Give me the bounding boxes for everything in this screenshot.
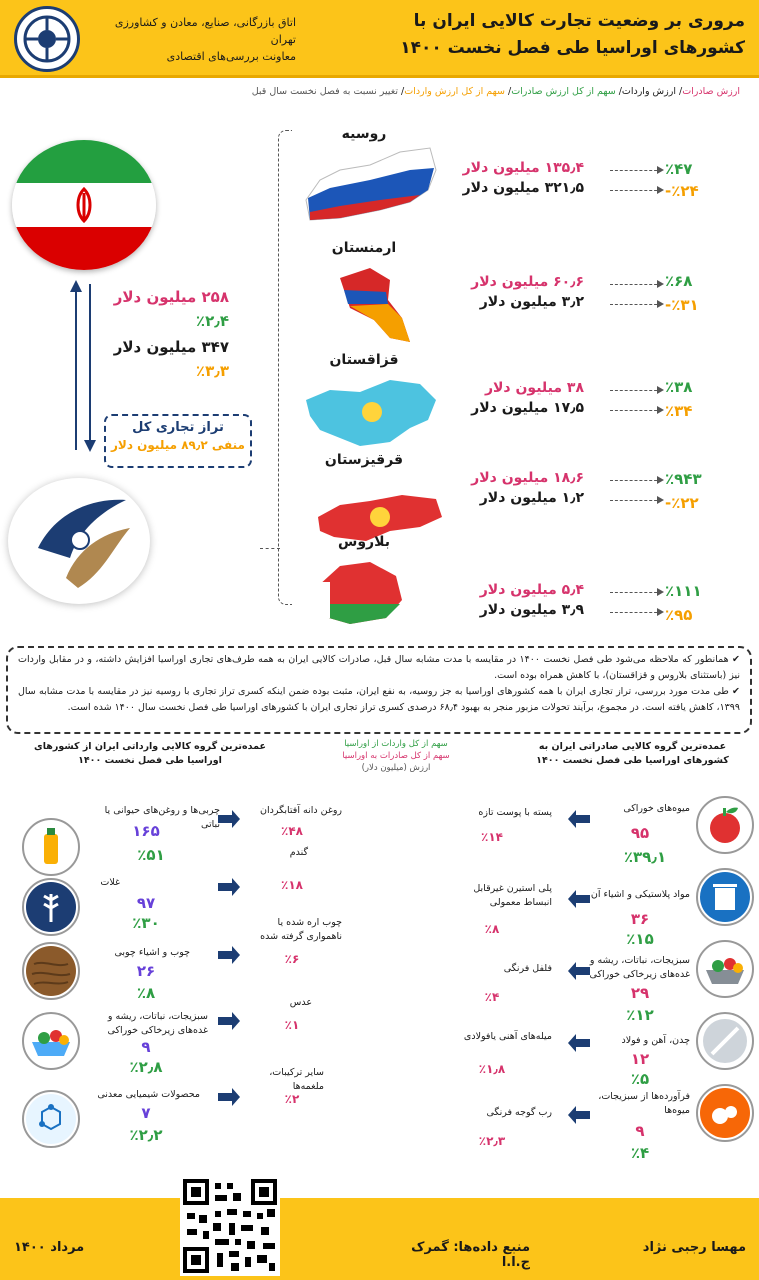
export-item-5-sub: رب گوجه فرنگی	[486, 1107, 552, 1118]
export-item-2-name: مواد پلاستیکی و اشیاء آن	[590, 889, 690, 900]
export-item-4-share: ٪۵	[630, 1070, 650, 1088]
kazakhstan-export-arrow	[610, 390, 662, 391]
grain-icon	[22, 878, 80, 936]
import-item-2-value: ۹۷	[136, 894, 156, 912]
iran-export-total: ۲۵۸ میلیون دلار	[113, 288, 229, 306]
countries-bracket	[278, 130, 292, 605]
mid-header-l2: سهم از کل صادرات به اوراسیا	[342, 751, 450, 761]
legend-change: تغییر نسبت به فصل نخست سال قبل	[251, 86, 398, 97]
export-item-2-value: ۳۶	[630, 910, 650, 928]
eaeu-logo	[8, 478, 150, 604]
belarus-import-change: ٪۹۵	[665, 606, 693, 624]
fruit-icon	[696, 796, 754, 854]
note-2: ✔ طی مدت مورد بررسی، تراز تجاری ایران با همه کشورهای اوراسیا به جز روسیه، به نفع ایران، مثبت بوده ضمن اینکه کسری تراز تجاری با روسیه نیز در مقایسه با مدت مشابه سال ۱۳۹۹، کاهش یافته است. در مجموع، برآیند تحولات مزبور منجر به بهبود ۶۸٫۴ درصدی کسری تراز تجاری ایران با کشورهای اوراسیا طی فصل نخست سال ۱۴۰۰ شده است.	[18, 686, 740, 713]
export-item-5-sub-share: ٪۲٫۳	[478, 1134, 506, 1148]
import-arrow-4	[218, 1012, 240, 1030]
vegetables-icon	[696, 940, 754, 998]
belarus-export-arrow	[610, 592, 662, 593]
export-item-5-value: ۹	[635, 1122, 645, 1140]
notes-box	[6, 646, 752, 734]
import-arrow-1	[218, 810, 240, 828]
legend: ارزش صادرات/ ارزش واردات/ سهم از کل ارزش صادرات/ سهم از کل ارزش واردات/ تغییر نسبت به فصل نخست سال قبل	[251, 86, 740, 97]
footer-source: منبع داده‌ها: گمرک ج.ا.ا	[411, 1240, 530, 1270]
iran-totals	[104, 288, 229, 380]
footer-date: مرداد ۱۴۰۰	[14, 1240, 85, 1255]
country-name-kazakhstan: قزاقستان	[329, 352, 399, 368]
kazakhstan-import-arrow	[610, 410, 662, 411]
belarus-map	[310, 556, 406, 628]
import-item-5-name: محصولات شیمیایی معدنی	[97, 1089, 200, 1100]
vegetables-bowl-icon	[22, 1012, 80, 1070]
chemical-icon	[22, 1090, 80, 1148]
import-item-2-sub: گندم	[289, 847, 308, 858]
import-item-1-name: چربی‌ها و روغن‌های حیوانی یا نباتی	[104, 805, 220, 830]
kyrgyzstan-export-arrow	[610, 480, 662, 481]
export-item-4-value: ۱۲	[630, 1050, 650, 1068]
armenia-export-arrow	[610, 284, 662, 285]
export-item-1-value: ۹۵	[630, 824, 650, 842]
import-arrow-3	[218, 946, 240, 964]
export-arrow-1	[568, 810, 590, 828]
iran-import-share: ٪۳٫۳	[195, 362, 229, 380]
export-arrow-4	[568, 1034, 590, 1052]
kyrgyzstan-import-arrow	[610, 500, 662, 501]
russia-import-change: ٪۲۴-	[665, 182, 699, 200]
steel-icon	[696, 1012, 754, 1070]
plastic-bin-icon	[696, 868, 754, 926]
import-item-3-sub: چوب اره شده یا ناهمواری گرفته شده	[260, 917, 342, 942]
country-name-russia: روسیه	[341, 126, 387, 142]
export-item-1-share: ٪۳۹٫۱	[623, 848, 667, 866]
import-item-1-sub: روغن دانه آفتابگردان	[260, 805, 342, 816]
import-item-4-share: ٪۲٫۸	[129, 1058, 163, 1076]
export-item-5-share: ٪۴	[630, 1144, 650, 1162]
note-1: ✔ همانطور که ملاحظه می‌شود طی فصل نخست ۱۴۰۰ در مقایسه با مدت مشابه سال قبل، صادرات کالایی ایران به همه طرف‌های تجاری اوراسیا افزایش داشته، و در مقابل واردات نیز (باستثنای بلاروس و قزاقستان)، با کاهش همراه بوده است.	[18, 654, 740, 681]
import-item-4-name: سبزیجات، نباتات، ریشه و غده‌های زیرخاکی خوراکی	[107, 1011, 208, 1036]
legend-export: ارزش صادرات	[682, 86, 740, 97]
belarus-import: ۳٫۹ میلیون دلار	[479, 602, 584, 618]
iran-import-total: ۳۴۷ میلیون دلار	[113, 338, 229, 356]
export-item-2-sub: پلی استیرن غیرقابل انبساط معمولی	[473, 883, 552, 908]
country-name-armenia: ارمنستان	[331, 240, 397, 256]
qr-code[interactable]	[180, 1176, 280, 1276]
export-arrow-2	[568, 890, 590, 908]
export-arrow-5	[568, 1106, 590, 1124]
trade-arrows	[68, 278, 98, 456]
export-item-1-name: میوه‌های خوراکی	[623, 803, 690, 814]
balance-title: تراز تجاری کل	[132, 420, 224, 435]
import-item-2-name: غلات	[100, 877, 120, 888]
mid-header-l1: سهم از کل واردات از اوراسیا	[344, 739, 448, 749]
import-item-2-sub-share: ٪۱۸	[281, 878, 303, 892]
export-item-1-sub-share: ٪۱۴	[481, 830, 503, 844]
iran-flag	[12, 140, 156, 270]
export-item-3-name: سبزیجات، نباتات، ریشه و غده‌های زیرخاکی خوراکی	[589, 955, 690, 980]
footer-author: مهسا رجبی نژاد	[642, 1240, 746, 1255]
import-arrow-5	[218, 1088, 240, 1106]
export-item-5-name: فرآورده‌ها از سبزیجات، میوه‌ها	[598, 1091, 690, 1116]
export-item-4-sub: میله‌های آهنی یافولادی	[463, 1031, 552, 1042]
russia-import-arrow	[610, 190, 662, 191]
kazakhstan-import-change: ٪۳۴	[665, 402, 693, 420]
import-item-3-value: ۲۶	[136, 962, 156, 980]
kyrgyzstan-import: ۱٫۲ میلیون دلار	[479, 490, 584, 506]
wood-icon	[22, 942, 80, 1000]
import-item-4-sub: عدس	[289, 997, 312, 1008]
export-arrow-3	[568, 962, 590, 980]
export-item-4-name: چدن، آهن و فولاد	[621, 1035, 690, 1046]
belarus-export-change: ٪۱۱۱	[665, 582, 702, 600]
import-item-5-sub: سایر ترکیبات، ملغمه‌ها	[269, 1067, 324, 1092]
legend-import: ارزش واردات	[621, 86, 676, 97]
org-name	[96, 14, 296, 65]
belarus-import-arrow	[610, 612, 662, 613]
kyrgyzstan-import-change: ٪۲۲-	[665, 494, 699, 512]
legend-import-share: سهم از کل ارزش واردات	[404, 86, 505, 97]
bracket-connector	[260, 548, 280, 549]
kazakhstan-export: ۳۸ میلیون دلار	[484, 380, 584, 396]
legend-export-share: سهم از کل ارزش صادرات	[511, 86, 616, 97]
export-item-3-sub-share: ٪۴	[484, 990, 500, 1004]
armenia-import: ۳٫۲ میلیون دلار	[479, 294, 584, 310]
iran-export-share: ٪۲٫۴	[195, 312, 229, 330]
oil-bottle-icon	[22, 818, 80, 876]
import-item-2-share: ٪۳۰	[132, 914, 160, 932]
armenia-import-change: ٪۳۱-	[665, 296, 699, 314]
russia-export-arrow	[610, 170, 662, 171]
russia-import: ۳۲۱٫۵ میلیون دلار	[462, 180, 584, 196]
export-item-2-sub-share: ٪۸	[484, 922, 500, 936]
import-item-3-sub-share: ٪۶	[284, 952, 300, 966]
kazakhstan-export-change: ٪۳۸	[665, 378, 693, 396]
export-item-3-share: ٪۱۲	[626, 1006, 654, 1024]
russia-map	[300, 140, 440, 230]
exports-section-title: عمده‌ترین گروه کالایی صادراتی ایران به کشورهای اوراسیا طی فصل نخست ۱۴۰۰	[536, 741, 729, 766]
import-item-1-sub-share: ٪۴۸	[281, 824, 303, 838]
russia-export: ۱۳۵٫۴ میلیون دلار	[462, 160, 584, 176]
armenia-map	[330, 258, 420, 348]
export-item-1-sub: پسته با پوست تازه	[478, 807, 552, 818]
import-arrow-2	[218, 878, 240, 896]
country-name-belarus: بلاروس	[338, 534, 390, 550]
armenia-import-arrow	[610, 304, 662, 305]
org-line-2: معاونت بررسی‌های اقتصادی	[166, 50, 296, 63]
kyrgyzstan-export-change: ٪۹۴۳	[665, 470, 702, 488]
kyrgyzstan-export: ۱۸٫۶ میلیون دلار	[471, 470, 584, 486]
page-title: مروری بر وضعیت تجارت کالایی ایران با کشورهای اوراسیا طی فصل نخست ۱۴۰۰	[400, 11, 745, 58]
mid-header-l3: ارزش (میلیون دلار)	[361, 763, 431, 773]
kazakhstan-map	[300, 370, 440, 460]
kazakhstan-import: ۱۷٫۵ میلیون دلار	[471, 400, 584, 416]
import-item-1-share: ٪۵۱	[137, 846, 165, 864]
armenia-export: ۶۰٫۶ میلیون دلار	[471, 274, 584, 290]
country-name-kyrgyzstan: قرقیزستان	[324, 452, 404, 468]
export-item-2-share: ٪۱۵	[626, 930, 654, 948]
import-item-5-sub-share: ٪۲	[284, 1092, 300, 1106]
export-item-3-value: ۲۹	[630, 984, 650, 1002]
org-line-1: اتاق بازرگانی، صنایع، معادن و کشاورزی تهران	[114, 16, 296, 46]
belarus-export: ۵٫۴ میلیون دلار	[479, 582, 584, 598]
mid-header	[326, 738, 466, 774]
import-item-5-share: ٪۲٫۲	[129, 1126, 163, 1144]
trade-balance-box	[104, 414, 252, 468]
import-item-4-value: ۹	[141, 1038, 151, 1056]
import-item-1-value: ۱۶۵	[132, 822, 160, 840]
chamber-logo	[14, 6, 80, 72]
import-item-5-value: ۷	[141, 1104, 151, 1122]
processed-fruit-icon	[696, 1084, 754, 1142]
export-item-3-sub: فلفل فرنگی	[503, 963, 552, 974]
russia-export-change: ٪۴۷	[665, 160, 693, 178]
imports-section-title: عمده‌ترین گروه کالایی وارداتی ایران از کشورهای اوراسیا طی فصل نخست ۱۴۰۰	[34, 741, 266, 766]
import-item-3-share: ٪۸	[136, 984, 156, 1002]
import-item-3-name: چوب و اشیاء چوبی	[114, 947, 190, 958]
balance-value: منفی ۸۹٫۲ میلیون دلار	[110, 438, 245, 452]
armenia-export-change: ٪۶۸	[665, 272, 693, 290]
export-item-4-sub-share: ٪۱٫۸	[478, 1062, 506, 1076]
import-item-4-sub-share: ٪۱	[284, 1018, 300, 1032]
